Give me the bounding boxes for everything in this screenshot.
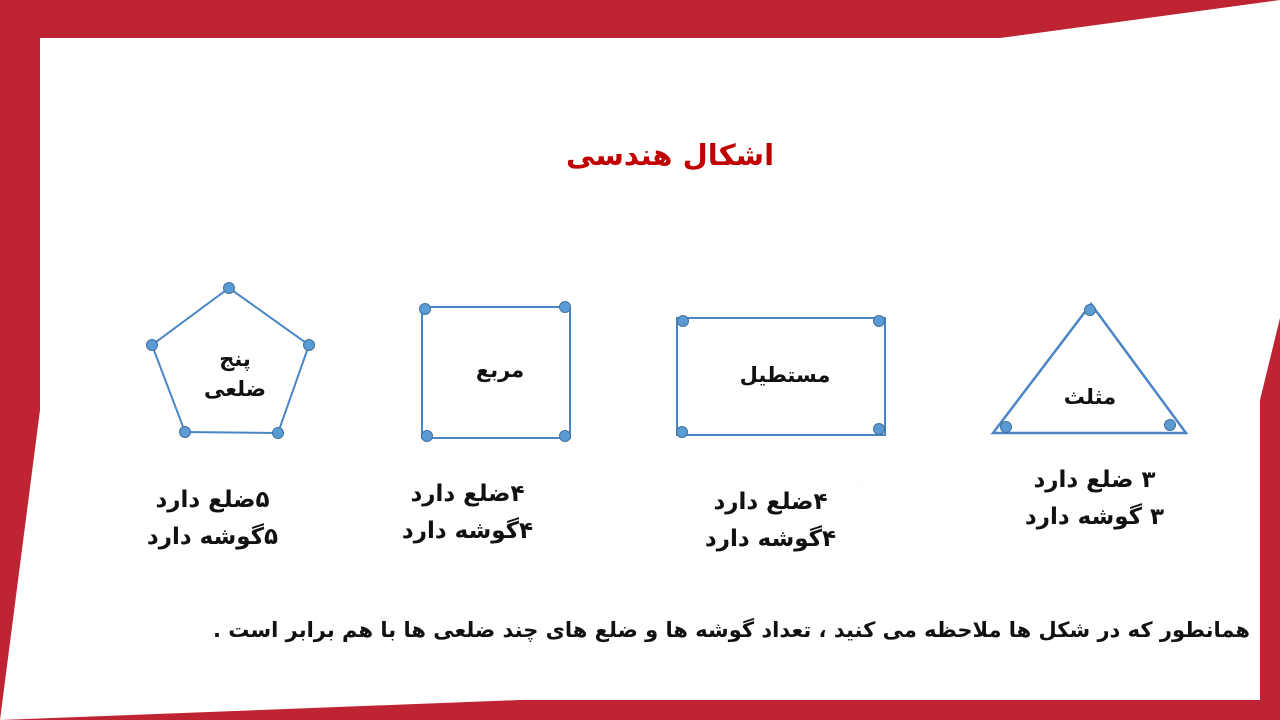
pentagon-label: پنج ضلعی	[204, 347, 266, 402]
pentagon-vertex	[224, 283, 235, 294]
square-corners-text: ۴گوشه دارد	[401, 517, 534, 544]
rectangle-sides-text: ۴ضلع دارد	[713, 489, 828, 515]
triangle-caption	[1003, 460, 1186, 548]
square-label: مربع	[475, 358, 525, 382]
pentagon-vertex	[273, 428, 284, 439]
pentagon-corners-text: ۵گوشه دارد	[146, 523, 279, 550]
rectangle-vertex	[874, 424, 885, 435]
rectangle-corners-text: ۴گوشه دارد	[704, 525, 837, 552]
rectangle-vertex	[678, 316, 689, 327]
square-vertex	[422, 431, 433, 442]
triangle-shape	[985, 298, 1195, 440]
square-sides-text: ۴ضلع دارد	[410, 481, 525, 507]
pentagon-sides-text: ۵ضلع دارد	[155, 487, 270, 513]
triangle-vertex	[1165, 420, 1176, 431]
pentagon-vertex	[180, 427, 191, 438]
rectangle-caption	[678, 482, 863, 570]
rectangle-label: مستطیل	[739, 363, 831, 387]
triangle-vertex	[1001, 422, 1012, 433]
square-vertex	[560, 431, 571, 442]
rectangle-vertex	[677, 427, 688, 438]
summary-text: همانطور که در شکل ها ملاحظه می کنید ، تعداد گوشه ها و ضلع های چند ضلعی ها با هم برابر است .	[212, 618, 1250, 642]
pentagon-caption	[120, 480, 305, 568]
triangle-sides-text: ۳ ضلع دارد	[1033, 467, 1156, 493]
pentagon-vertex	[304, 340, 315, 351]
triangle-outline	[993, 304, 1186, 433]
square-vertex	[420, 304, 431, 315]
rectangle-vertex	[874, 316, 885, 327]
slide-title: اشکال هندسی	[565, 138, 775, 172]
triangle-vertex	[1085, 305, 1096, 316]
pentagon-vertex	[147, 340, 158, 351]
triangle-label: مثلث	[1063, 385, 1117, 409]
square-caption	[375, 474, 560, 562]
square-vertex	[560, 302, 571, 313]
triangle-corners-text: ۳ گوشه دارد	[1024, 503, 1165, 530]
